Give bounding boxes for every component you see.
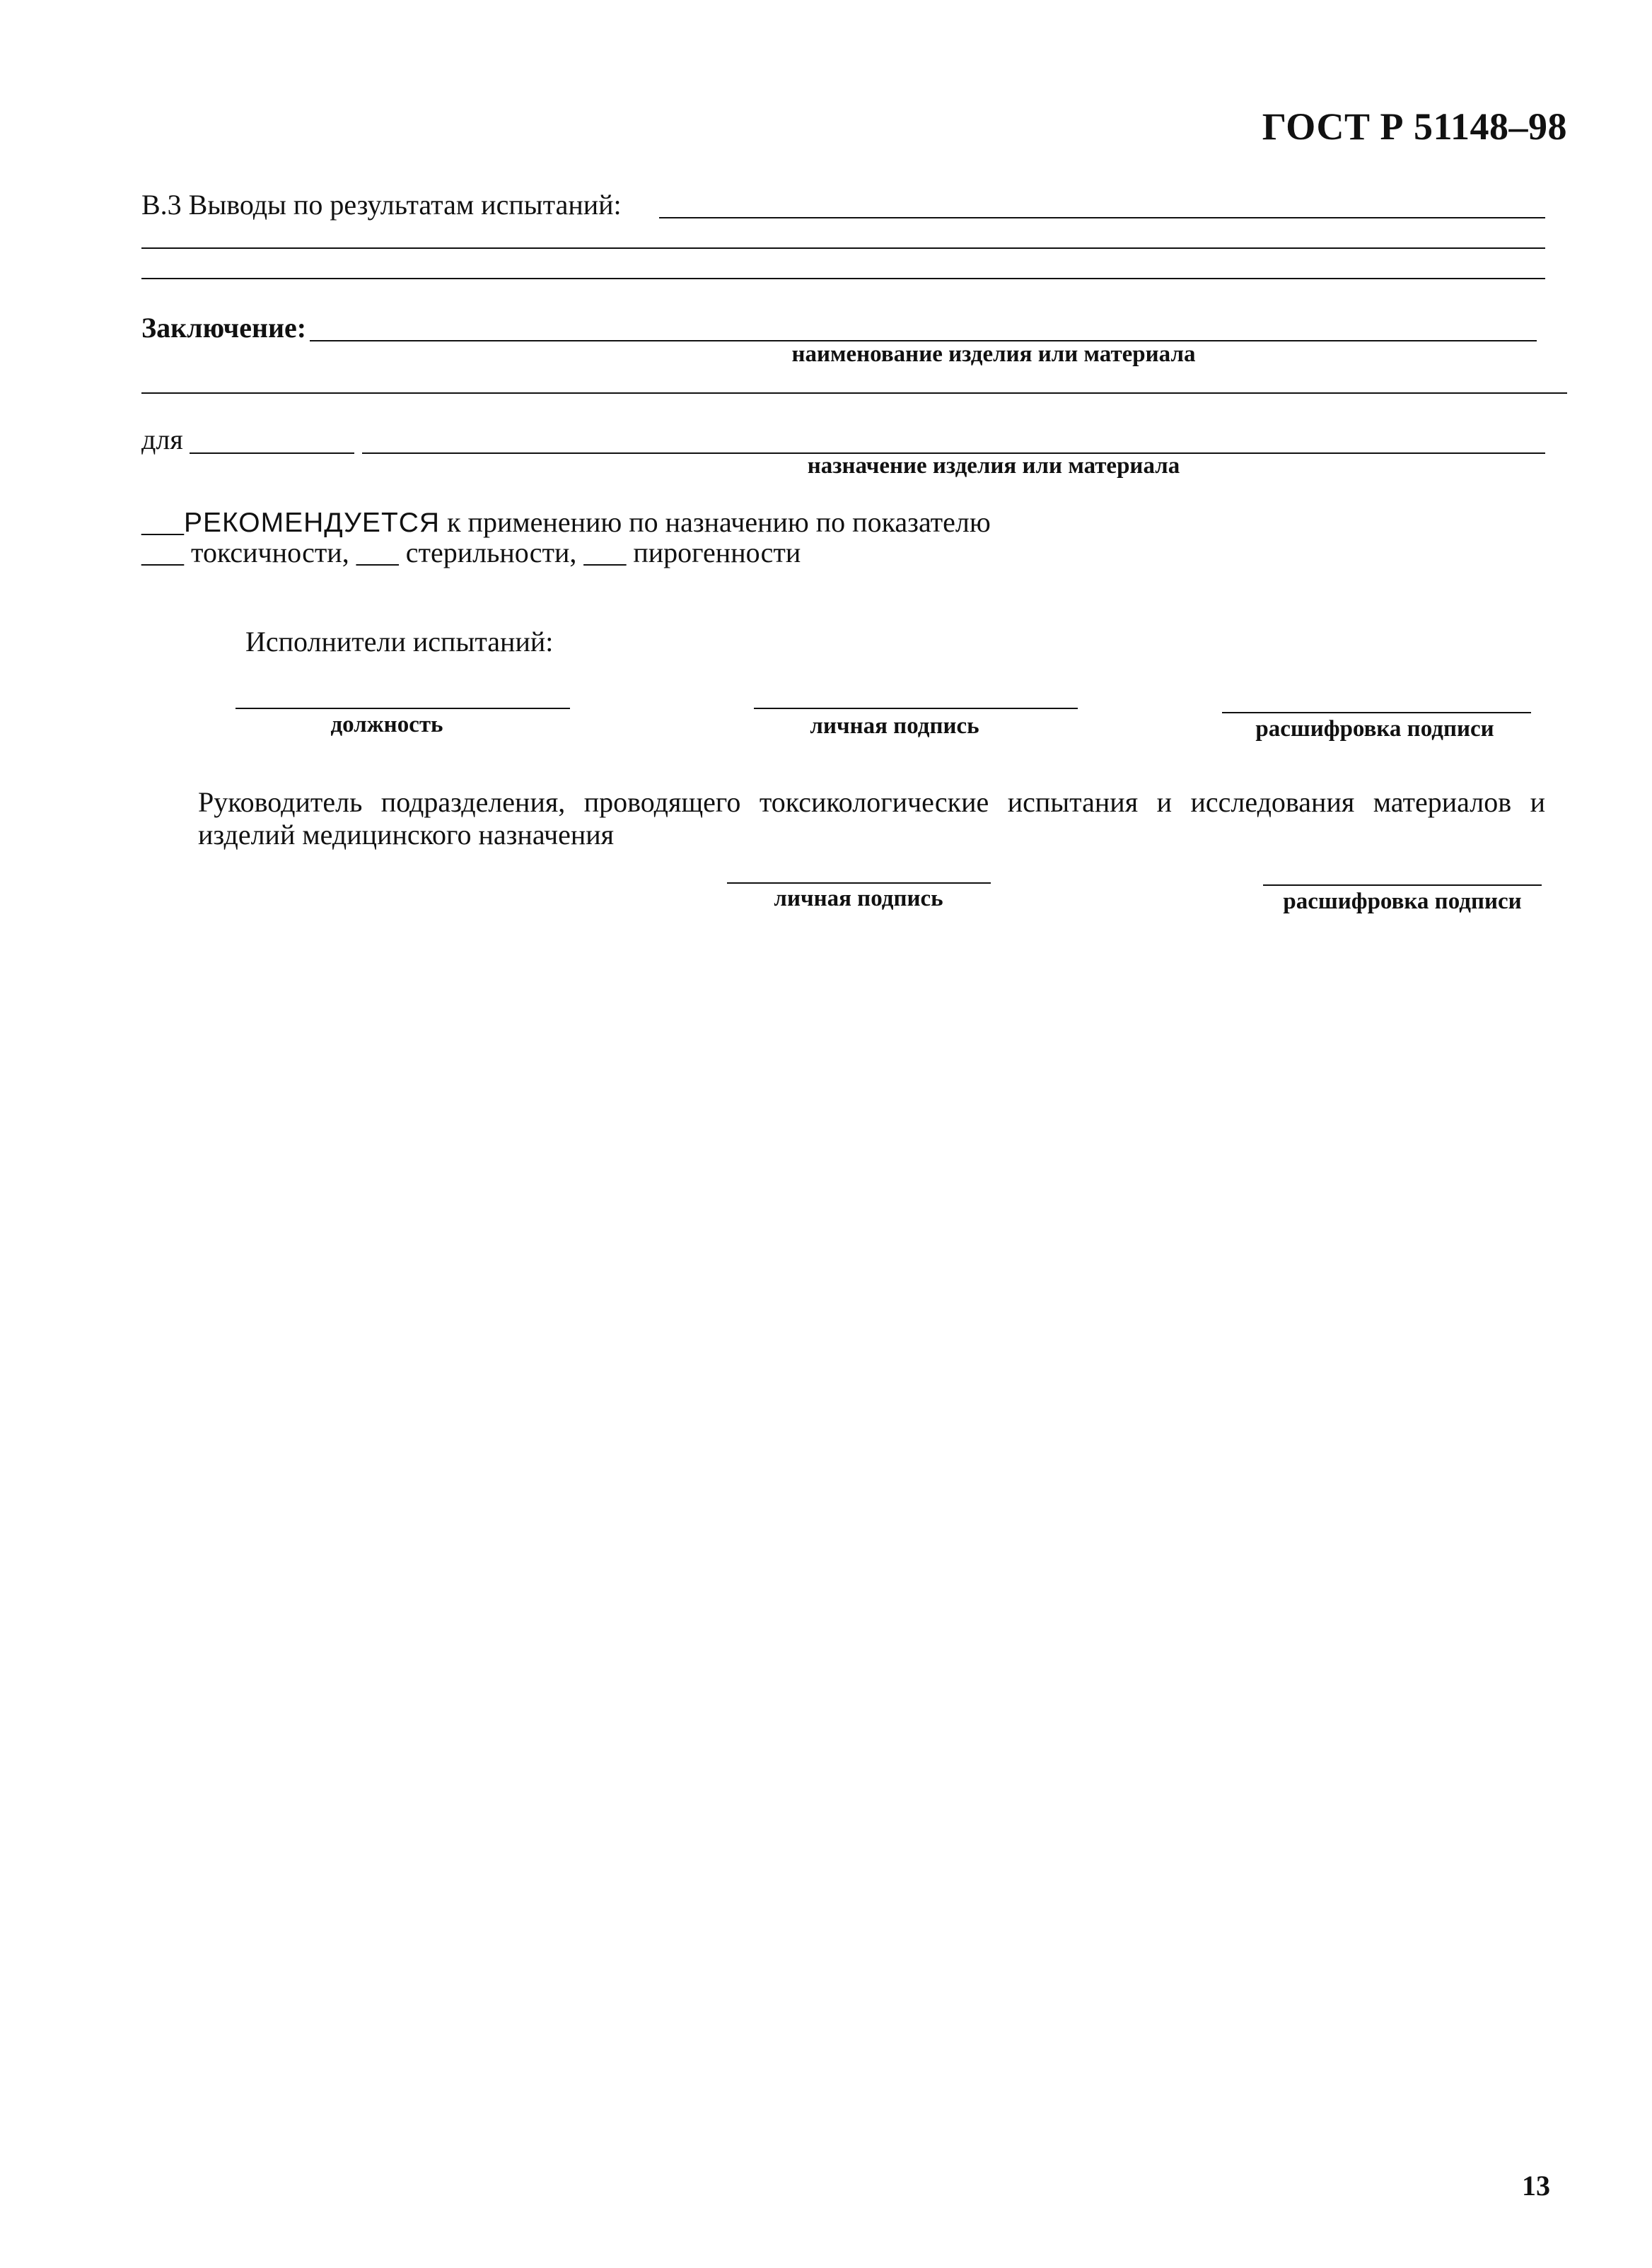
product-name-caption: наименование изделия или материала [791,341,1196,367]
recommendation-line-2 [141,536,801,569]
conclusions-field-line-2[interactable] [141,247,1545,249]
executor-decoding-line[interactable] [1222,712,1531,713]
head-signature-line[interactable] [727,882,991,884]
head-decoding-caption: расшифровка подписи [1283,889,1522,914]
executor-position-caption: должность [330,712,443,737]
executor-decoding-caption: расшифровка подписи [1255,716,1494,742]
conclusion-label: Заключение: [141,312,307,344]
head-of-department-text: Руководитель подразделения, проводящего токсикологические испытания и исследования материалов и изделий медицинского назначения [198,786,1545,850]
toxicity-label: токсичности, [191,537,349,568]
conclusions-field-line-1[interactable] [659,217,1545,218]
recommendation-text: к применению по назначению по показателю [447,506,991,538]
head-decoding-line[interactable] [1263,884,1542,886]
recommendation-line-1 [141,505,991,539]
recommendation-checkbox-blank[interactable]: ___ [141,506,184,538]
section-b3-label: В.3 Выводы по результатам испытаний: [141,189,622,221]
recommendation-keyword: РЕКОМЕНДУЕТСЯ [184,508,441,538]
sterility-label: стерильности, [405,537,577,568]
executor-signature-caption: личная подпись [810,713,979,739]
toxicity-blank[interactable]: ___ [141,537,184,568]
sterility-blank[interactable]: ___ [356,537,399,568]
pyrogenicity-label: пирогенности [633,537,801,568]
executor-position-line[interactable] [235,708,570,709]
conclusions-field-line-3[interactable] [141,278,1545,279]
standard-code: ГОСТ Р 51148–98 [1262,105,1567,148]
head-signature-caption: личная подпись [774,886,943,911]
executor-signature-line[interactable] [754,708,1078,709]
purpose-field-line-short[interactable] [190,452,354,454]
product-name-field-line-2[interactable] [141,392,1567,394]
pyrogenicity-blank[interactable]: ___ [583,537,627,568]
executors-title: Исполнители испытаний: [245,626,554,657]
purpose-caption: назначение изделия или материала [807,453,1180,479]
page-number: 13 [1522,2170,1550,2202]
for-label: для [141,423,183,455]
